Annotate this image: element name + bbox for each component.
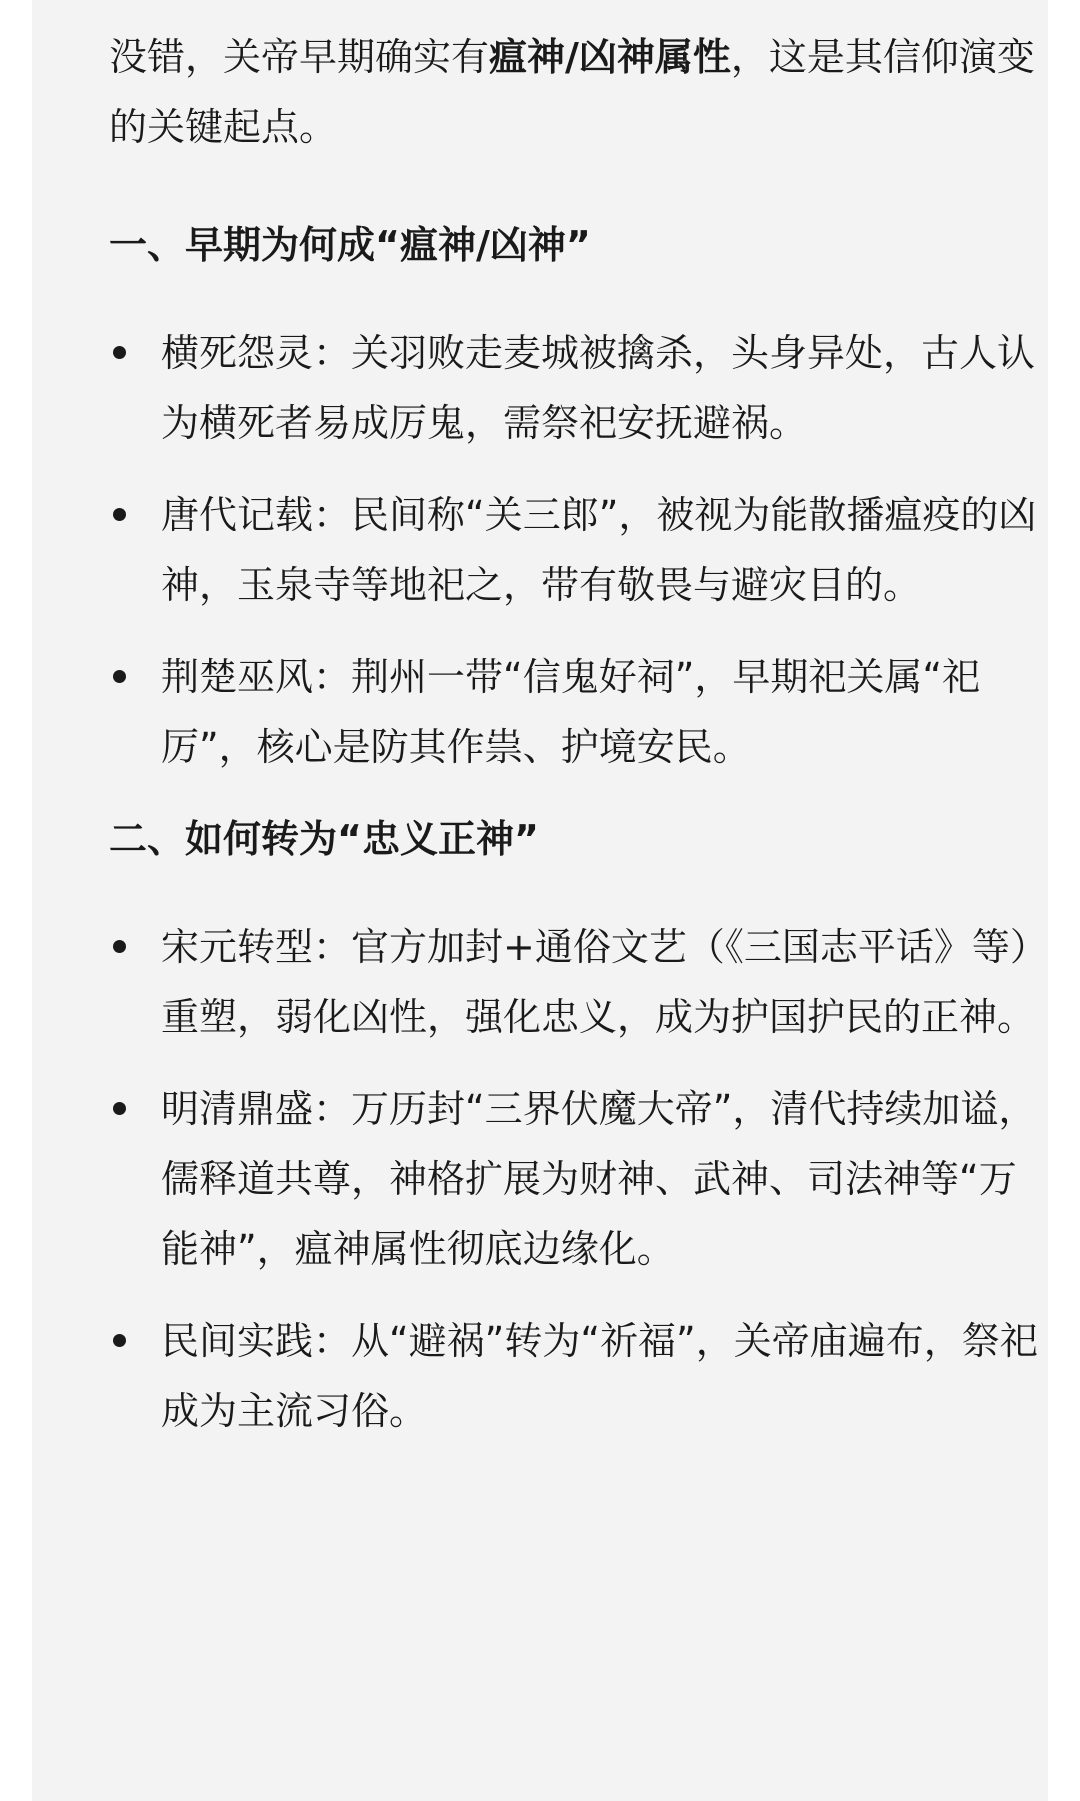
intro-text-2: ，这是其信仰演变的关键起点。 (109, 35, 1035, 149)
intro-paragraph (109, 22, 1069, 162)
list-item-text: 荆楚巫风：荆州一带“信鬼好祠”，早期祀关属“祀厉”，核心是防其作祟、护境安民。 (161, 655, 981, 769)
list-item (109, 480, 1041, 620)
intro-bold: 瘟神/凶神属性 (489, 35, 731, 79)
list-item-text: 民间实践：从“避祸”转为“祈福”，关帝庙遍布，祭祀成为主流习俗。 (161, 1319, 1038, 1433)
list-item (109, 1074, 1041, 1284)
list-item (109, 318, 1041, 458)
section1-heading: 一、早期为何成“瘟神/凶神” (109, 223, 591, 267)
bullet-icon (113, 508, 126, 521)
section2-list (109, 912, 1069, 1446)
message-panel (32, 0, 1048, 1801)
list-item (109, 912, 1041, 1052)
list-item (109, 1306, 1041, 1446)
section1-list (109, 318, 1069, 782)
list-item-text: 明清鼎盛：万历封“三界伏魔大帝”，清代持续加谥，儒释道共尊，神格扩展为财神、武神、司法神等“万能神”，瘟神属性彻底边缘化。 (161, 1087, 1037, 1271)
bullet-icon (113, 670, 126, 683)
bullet-icon (113, 1102, 126, 1115)
list-item-text: 唐代记载：民间称“关三郎”，被视为能散播瘟疫的凶神，玉泉寺等地祀之，带有敬畏与避灾目的。 (161, 493, 1037, 607)
intro-text-1: 没错，关帝早期确实有 (109, 35, 490, 79)
section2-heading: 二、如何转为“忠义正神” (109, 817, 539, 861)
message-content (109, 22, 1069, 1468)
list-item-text: 横死怨灵：关羽败走麦城被擒杀，头身异处，古人认为横死者易成厉鬼，需祭祀安抚避祸。 (161, 331, 1036, 445)
bullet-icon (113, 346, 126, 359)
list-item-text: 宋元转型：官方加封+通俗文艺（《三国志平话》等）重塑，弱化凶性，强化忠义，成为护国护民的正神。 (161, 925, 1036, 1039)
bullet-icon (113, 1334, 126, 1347)
bullet-icon (113, 940, 126, 953)
list-item (109, 642, 1041, 782)
